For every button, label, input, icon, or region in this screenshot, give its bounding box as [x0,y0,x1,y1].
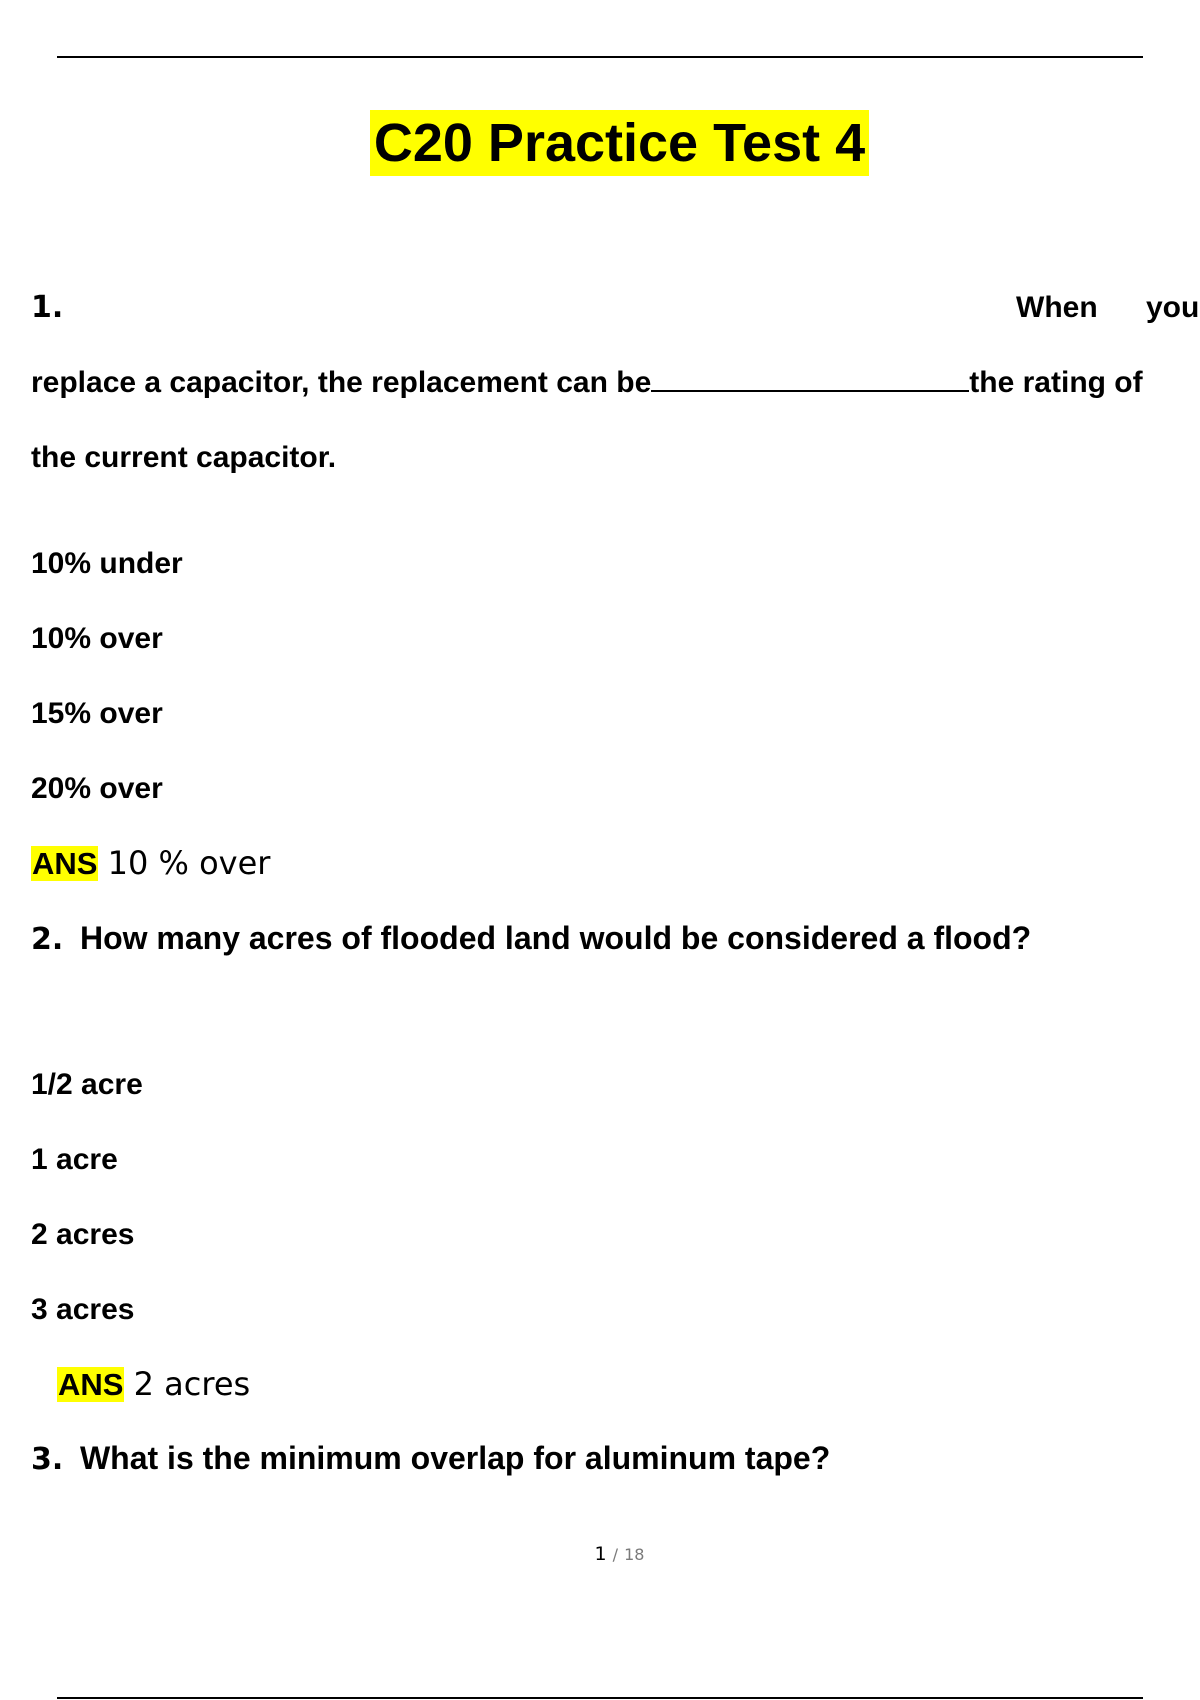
question-1-option-c: 15% over [31,697,163,730]
question-3 [31,1439,830,1479]
question-2 [31,919,1031,959]
answer-text: 10 % over [107,844,271,882]
question-1-line-3: the current capacitor. [31,441,337,474]
page-number-current: 1 [594,1543,607,1565]
page-number-total: 18 [624,1545,645,1564]
question-1-line-2 [31,364,1143,402]
question-1-answer [31,843,270,884]
page-title: C20 Practice Test 4 [370,110,869,176]
page-number [0,1542,1200,1567]
question-1-option-a: 10% under [31,547,183,580]
answer-label: ANS [32,846,98,881]
question-1-number: 1. [31,290,64,325]
bottom-rule [57,1697,1143,1699]
question-1-text-when: When [1016,291,1098,324]
question-1-text-before-blank: replace a capacitor, the replacement can be [31,366,652,399]
question-1-option-d: 20% over [31,772,163,805]
answer-text: 2 acres [133,1365,251,1403]
question-2-option-c: 2 acres [31,1218,135,1251]
question-1-option-b: 10% over [31,622,163,655]
question-2-answer [57,1364,250,1405]
question-2-option-d: 3 acres [31,1293,135,1326]
question-3-text: What is the minimum overlap for aluminum tape? [79,1440,831,1476]
question-3-number: 3. [31,1442,64,1477]
title-container [0,110,1200,176]
page-number-separator: / [612,1545,619,1564]
question-2-number: 2. [31,922,64,957]
question-2-text: How many acres of flooded land would be considered a flood? [79,920,1032,956]
top-rule [57,56,1143,58]
question-1-text-you: you [1146,291,1200,324]
question-1-text-after-blank: the rating of [969,366,1143,399]
fill-in-blank [651,366,969,392]
question-2-option-b: 1 acre [31,1143,118,1176]
answer-label: ANS [58,1367,124,1402]
question-2-option-a: 1/2 acre [31,1068,143,1101]
